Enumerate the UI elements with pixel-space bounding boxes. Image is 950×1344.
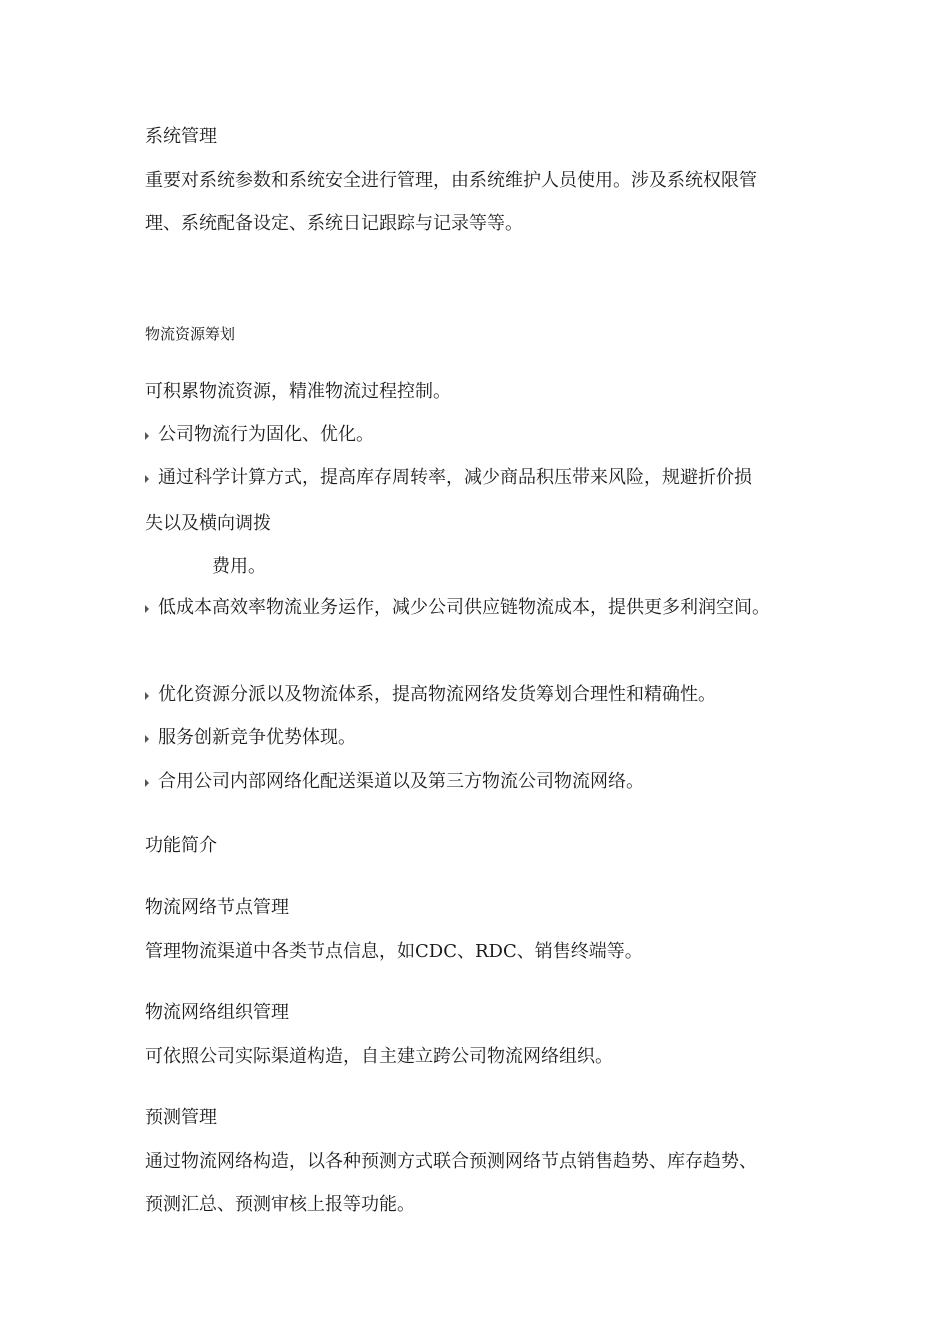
- bullet-marker-icon: [145, 432, 149, 440]
- bullet-marker-icon: [145, 735, 149, 743]
- heading-features: 功能简介: [145, 835, 217, 856]
- bullet-item: 通过科学计算方式，提高库存周转率，减少商品积压带来风险，规避折价损: [158, 467, 752, 488]
- paragraph-line: 理、系统配备设定、系统日记跟踪与记录等等。: [145, 213, 523, 234]
- paragraph-line: 重要对系统参数和系统安全进行管理，由系统维护人员使用。涉及系统权限管: [145, 170, 757, 191]
- bullet-item: 公司物流行为固化、优化。: [158, 424, 374, 445]
- feature-title: 物流网络节点管理: [145, 897, 289, 918]
- heading-logistics-planning: 物流资源筹划: [145, 325, 236, 343]
- bullet-continuation: 费用。: [212, 556, 266, 577]
- bullet-marker-icon: [145, 692, 149, 700]
- feature-title: 预测管理: [145, 1107, 217, 1128]
- feature-desc: 可依照公司实际渠道构造，自主建立跨公司物流网络组织。: [145, 1046, 613, 1067]
- feature-desc: 通过物流网络构造，以各种预测方式联合预测网络节点销售趋势、库存趋势、: [145, 1151, 757, 1172]
- heading-system-management: 系统管理: [145, 126, 217, 147]
- bullet-item: 合用公司内部网络化配送渠道以及第三方物流公司物流网络。: [158, 771, 644, 792]
- bullet-item: 优化资源分派以及物流体系，提高物流网络发货筹划合理性和精确性。: [158, 684, 716, 705]
- bullet-item: 服务创新竞争优势体现。: [158, 727, 356, 748]
- bullet-continuation: 失以及横向调拨: [145, 513, 271, 534]
- feature-desc: 预测汇总、预测审核上报等功能。: [145, 1194, 415, 1215]
- bullet-marker-icon: [145, 605, 149, 613]
- bullet-marker-icon: [145, 779, 149, 787]
- feature-title: 物流网络组织管理: [145, 1002, 289, 1023]
- feature-desc: 管理物流渠道中各类节点信息，如CDC、RDC、销售终端等。: [145, 941, 643, 962]
- bullet-marker-icon: [145, 475, 149, 483]
- bullet-item: 低成本高效率物流业务运作，减少公司供应链物流成本，提供更多利润空间。: [158, 597, 770, 618]
- intro-text: 可积累物流资源，精准物流过程控制。: [145, 381, 451, 402]
